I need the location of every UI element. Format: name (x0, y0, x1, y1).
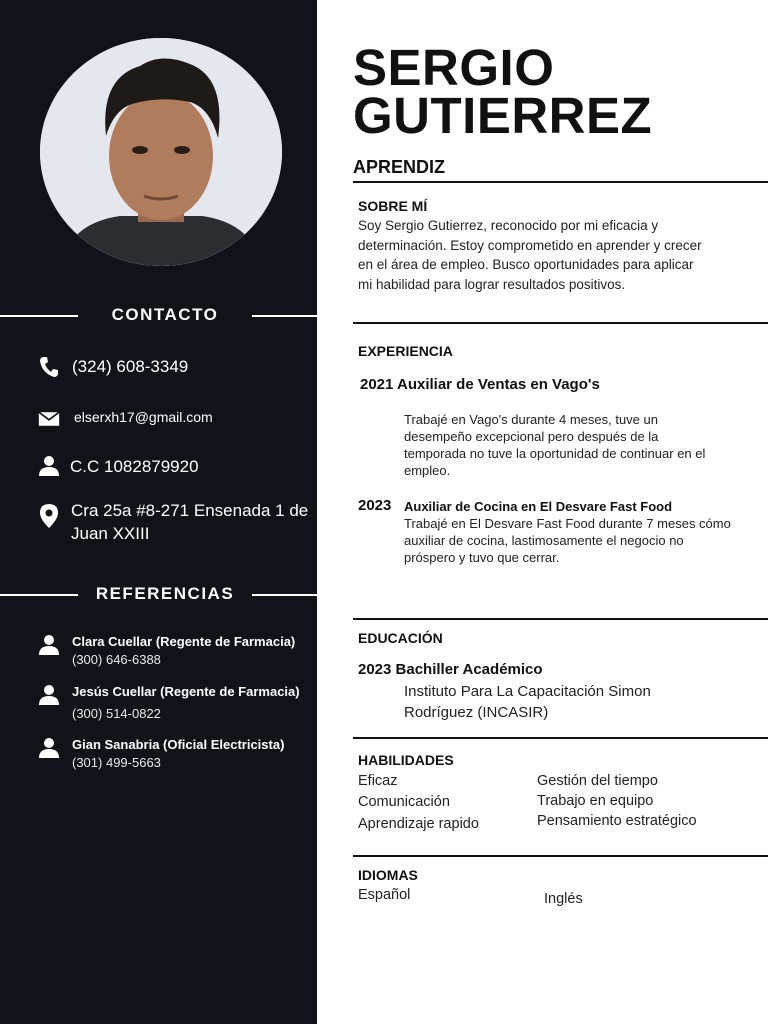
about-title: SOBRE MÍ (358, 198, 428, 214)
experience-text: Trabajé en El Desvare Fast Food durante 7 meses cómo auxiliar de cocina, lastimosamente el negocio no próspero y tuvo que cerrar. (404, 516, 731, 565)
reference-name: Jesús Cuellar (Regente de Farmacia) (72, 684, 300, 699)
contact-id: C.C 1082879920 (70, 457, 199, 476)
contact-address-row (38, 499, 318, 545)
first-name: SERGIO (353, 39, 555, 96)
main-content (317, 0, 768, 1024)
contact-email-row (38, 406, 213, 430)
divider (353, 181, 768, 183)
phone-icon (38, 356, 60, 378)
location-pin-icon (38, 505, 60, 527)
language-item: Español (358, 887, 411, 903)
contact-id-row (38, 455, 199, 478)
experience-heading: Auxiliar de Cocina en El Desvare Fast Food (404, 499, 673, 514)
education-institution: Instituto Para La Capacitación Simon Rodríguez (INCASIR) (404, 683, 651, 721)
skill-item: Gestión del tiempo (537, 773, 658, 789)
contact-address: Cra 25a #8-271 Ensenada 1 de Juan XXIII (71, 501, 309, 543)
divider (353, 737, 768, 739)
about-text: Soy Sergio Gutierrez, reconocido por mi eficacia y determinación. Estoy comprometido en aprender y crecer en el área de empleo. Busco oportunidades para aplicar mi habilidad para lograr resultados positivos. (358, 218, 702, 292)
contact-heading-label: CONTACTO (111, 305, 219, 324)
language-item: Inglés (544, 891, 583, 907)
education-heading: 2023 Bachiller Académico (358, 661, 543, 678)
experience-text: Trabajé en Vago's durante 4 meses, tuve un desempeño excepcional pero después de la temporada no tuve la oportunidad de continuar en el empleo. (404, 412, 706, 478)
experience-title: EXPERIENCIA (358, 343, 453, 359)
user-icon (38, 684, 60, 706)
last-name: GUTIERREZ (353, 87, 653, 144)
sidebar (0, 0, 317, 1024)
contact-phone: (324) 608-3349 (72, 357, 189, 376)
contact-phone-row (38, 356, 188, 378)
experience-heading: 2021 Auxiliar de Ventas en Vago's (360, 376, 600, 393)
full-name (353, 39, 653, 144)
divider (353, 322, 768, 324)
education-title: EDUCACIÓN (358, 630, 443, 646)
references-heading (0, 584, 330, 604)
languages-title: IDIOMAS (358, 867, 418, 883)
user-icon (38, 737, 60, 759)
experience-year: 2023 (358, 497, 392, 514)
reference-name: Gian Sanabria (Oficial Electricista) (72, 737, 285, 752)
contact-email: elserxh17@gmail.com (74, 409, 213, 425)
references-heading-label: REFERENCIAS (95, 584, 235, 603)
user-icon (38, 455, 60, 477)
skills-title: HABILIDADES (358, 752, 454, 768)
skill-item: Pensamiento estratégico (537, 813, 697, 829)
divider (353, 855, 768, 857)
reference-phone: (300) 646-6388 (72, 652, 161, 667)
user-icon (38, 634, 60, 656)
mail-icon (38, 408, 60, 430)
skill-item: Eficaz (358, 773, 398, 789)
reference-phone: (301) 499-5663 (72, 755, 161, 770)
skill-item: Comunicación (358, 794, 450, 810)
skill-item: Trabajo en equipo (537, 793, 654, 809)
divider (353, 618, 768, 620)
reference-name: Clara Cuellar (Regente de Farmacia) (72, 634, 296, 649)
contact-heading (0, 305, 330, 325)
job-role: APRENDIZ (353, 157, 446, 177)
profile-photo (40, 38, 282, 266)
reference-phone: (300) 514-0822 (72, 706, 161, 721)
skill-item: Aprendizaje rapido (358, 816, 479, 832)
